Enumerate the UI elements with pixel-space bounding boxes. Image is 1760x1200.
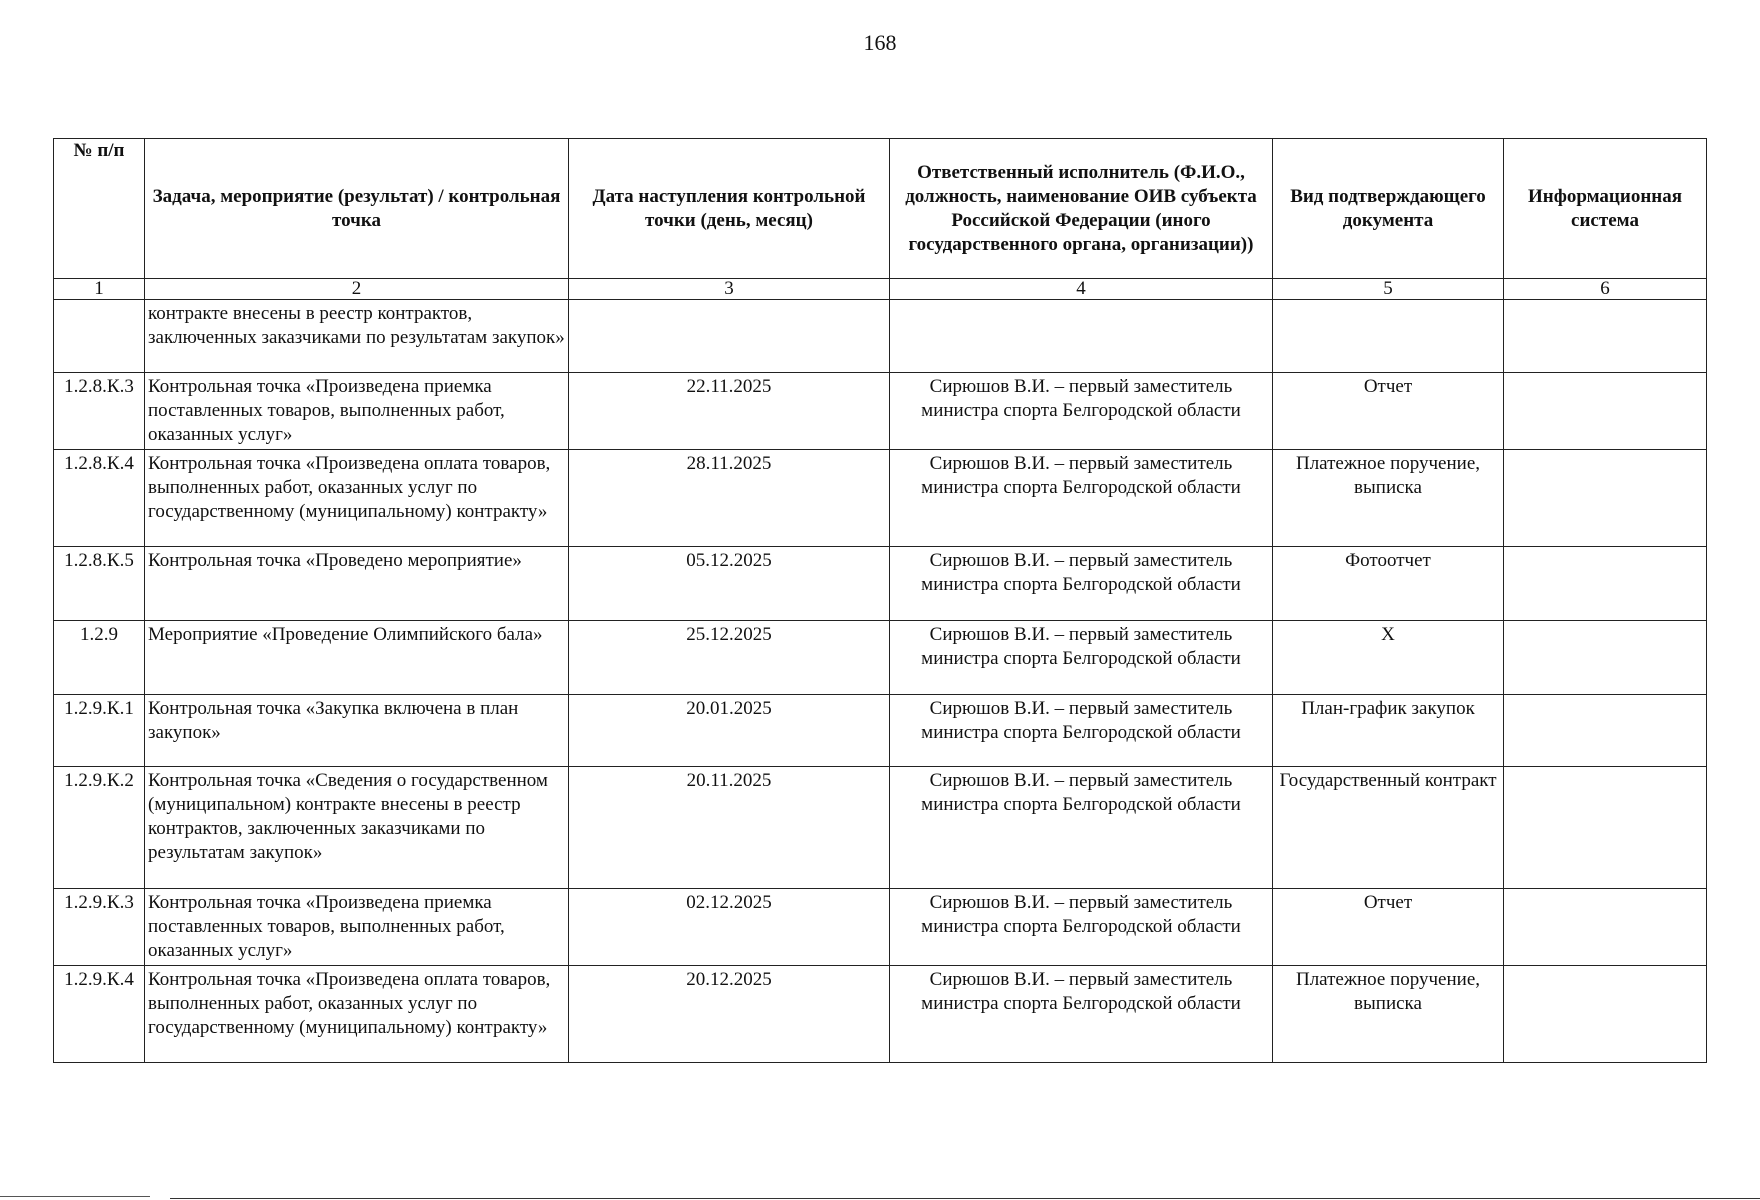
row-responsible: Сирюшов В.И. – первый заместитель министра спорта Белгородской области [890, 547, 1273, 621]
row-document: План-график закупок [1273, 695, 1504, 767]
row-document [1273, 300, 1504, 373]
row-task: Контрольная точка «Произведена приемка поставленных товаров, выполненных работ, оказанных услуг» [145, 373, 569, 450]
row-number: 1.2.8.К.4 [54, 450, 145, 547]
row-system [1504, 547, 1707, 621]
row-number: 1.2.8.К.3 [54, 373, 145, 450]
row-responsible: Сирюшов В.И. – первый заместитель министра спорта Белгородской области [890, 889, 1273, 966]
row-system [1504, 767, 1707, 889]
table-row [54, 547, 1707, 621]
header-task: Задача, мероприятие (результат) / контрольная точка [145, 139, 569, 279]
row-document: Государственный контракт [1273, 767, 1504, 889]
row-system [1504, 889, 1707, 966]
row-number: 1.2.9.К.1 [54, 695, 145, 767]
header-row [54, 139, 1707, 279]
table-body [54, 300, 1707, 1063]
row-document: Фотоотчет [1273, 547, 1504, 621]
header-responsible: Ответственный исполнитель (Ф.И.О., должность, наименование ОИВ субъекта Российской Федерации (иного государственного органа, организации)) [890, 139, 1273, 279]
row-responsible: Сирюшов В.И. – первый заместитель министра спорта Белгородской области [890, 695, 1273, 767]
control-points-table [53, 138, 1707, 1063]
header-system: Информационная система [1504, 139, 1707, 279]
column-number: 1 [54, 279, 145, 300]
column-number: 3 [569, 279, 890, 300]
table-header [54, 139, 1707, 300]
row-date: 02.12.2025 [569, 889, 890, 966]
row-system [1504, 966, 1707, 1063]
column-number: 6 [1504, 279, 1707, 300]
row-responsible [890, 300, 1273, 373]
row-system [1504, 621, 1707, 695]
column-number: 5 [1273, 279, 1504, 300]
row-number: 1.2.9 [54, 621, 145, 695]
row-task: Мероприятие «Проведение Олимпийского бала» [145, 621, 569, 695]
row-number: 1.2.9.К.3 [54, 889, 145, 966]
row-responsible: Сирюшов В.И. – первый заместитель министра спорта Белгородской области [890, 767, 1273, 889]
row-date [569, 300, 890, 373]
row-document: X [1273, 621, 1504, 695]
header-number: № п/п [54, 139, 145, 279]
page-number: 168 [863, 30, 897, 55]
row-task: Контрольная точка «Произведена оплата товаров, выполненных работ, оказанных услуг по государственному (муниципальному) контракту» [145, 450, 569, 547]
column-number: 4 [890, 279, 1273, 300]
row-task: Контрольная точка «Проведено мероприятие» [145, 547, 569, 621]
column-number-row [54, 279, 1707, 300]
row-document: Платежное поручение, выписка [1273, 450, 1504, 547]
row-date: 28.11.2025 [569, 450, 890, 547]
table-row [54, 889, 1707, 966]
row-date: 05.12.2025 [569, 547, 890, 621]
row-responsible: Сирюшов В.И. – первый заместитель министра спорта Белгородской области [890, 966, 1273, 1063]
row-document: Отчет [1273, 373, 1504, 450]
row-date: 20.11.2025 [569, 767, 890, 889]
row-number: 1.2.8.К.5 [54, 547, 145, 621]
row-responsible: Сирюшов В.И. – первый заместитель министра спорта Белгородской области [890, 450, 1273, 547]
row-date: 22.11.2025 [569, 373, 890, 450]
table-row [54, 373, 1707, 450]
row-date: 20.01.2025 [569, 695, 890, 767]
row-system [1504, 695, 1707, 767]
row-responsible: Сирюшов В.И. – первый заместитель министра спорта Белгородской области [890, 373, 1273, 450]
table-row [54, 966, 1707, 1063]
row-system [1504, 300, 1707, 373]
scan-bottom-line [170, 1198, 1760, 1199]
row-system [1504, 450, 1707, 547]
row-number: 1.2.9.К.4 [54, 966, 145, 1063]
table-row [54, 621, 1707, 695]
row-task: Контрольная точка «Сведения о государственном (муниципальном) контракте внесены в реестр контрактов, заключенных заказчиками по результатам закупок» [145, 767, 569, 889]
header-date: Дата наступления контрольной точки (день, месяц) [569, 139, 890, 279]
row-task: контракте внесены в реестр контрактов, заключенных заказчиками по результатам закупок» [145, 300, 569, 373]
row-date: 20.12.2025 [569, 966, 890, 1063]
row-number [54, 300, 145, 373]
row-date: 25.12.2025 [569, 621, 890, 695]
table-row [54, 300, 1707, 373]
header-document: Вид подтверждающего документа [1273, 139, 1504, 279]
row-document: Отчет [1273, 889, 1504, 966]
table-row [54, 767, 1707, 889]
table-row [54, 450, 1707, 547]
table-row [54, 695, 1707, 767]
row-number: 1.2.9.К.2 [54, 767, 145, 889]
scan-edge-line [0, 1196, 150, 1197]
column-number: 2 [145, 279, 569, 300]
row-document: Платежное поручение, выписка [1273, 966, 1504, 1063]
row-task: Контрольная точка «Произведена приемка поставленных товаров, выполненных работ, оказанных услуг» [145, 889, 569, 966]
row-system [1504, 373, 1707, 450]
row-responsible: Сирюшов В.И. – первый заместитель министра спорта Белгородской области [890, 621, 1273, 695]
row-task: Контрольная точка «Произведена оплата товаров, выполненных работ, оказанных услуг по государственному (муниципальному) контракту» [145, 966, 569, 1063]
row-task: Контрольная точка «Закупка включена в план закупок» [145, 695, 569, 767]
